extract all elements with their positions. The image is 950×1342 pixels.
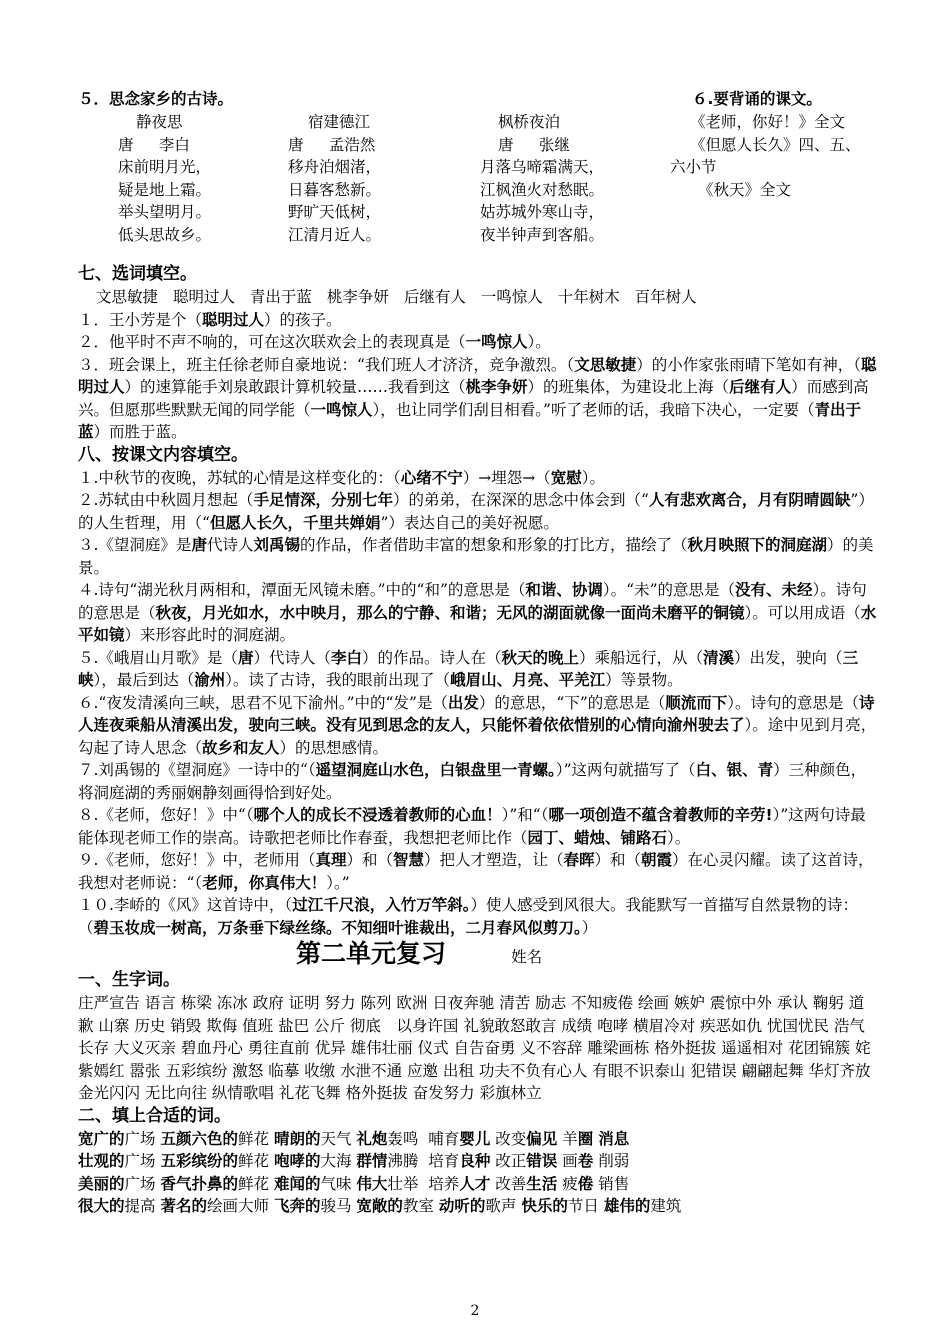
answer: 三峡 (78, 648, 859, 689)
answer: 故乡和友人 (202, 738, 280, 757)
answer: 过江千尺浪，入竹万竿斜。 (292, 896, 471, 914)
question: ５.《峨眉山月歌》是（唐）代诗人（李白）的作品。诗人在（秋天的晚上）乘船远行，从（清溪）出发，驶向（三峡），最后到达（渝州）。读了古诗，我的眼前出现了（峨眉山、月亮、平羌江）等景物。 (78, 648, 859, 689)
question: ３．班会课上，班主任徐老师自豪地说：“我们班人才济济，竞争激烈。（文思敏捷）的小作家张雨晴下笔如有神，（聪明过人）的速算能手刘泉敢跟计算机较量……我看到这（桃李争妍）的班集体，为建设北上海（后继有人）而感到高兴。但愿那些默默无闻的同学能（一鸣惊人），也让同学们刮目相看。”听了老师的话，我暗下决心，一定要（青出于蓝）而胜于蓝。 (78, 355, 877, 441)
poem-line: 疑是地上霜。 (118, 180, 212, 199)
answer: 智慧 (392, 851, 424, 869)
answer: 秋夜，月光如水，水中映月，那么的宁静、和谐；无风的湖面就像一面尚未磨平的铜镜 (155, 603, 745, 622)
word-bank-item: 文思敏捷 (96, 288, 159, 306)
poem-line: 姑苏城外寒山寺， (480, 203, 605, 221)
poem-line: 江枫渔火对愁眠。 (480, 180, 605, 199)
vocab-list: 庄严宣告 语言 栋梁 冻冰 政府 证明 努力 陈列 欧洲 日夜奔驰 清苦 励志 不知疲倦 绘画 嫉妒 震惊中外 承认 鞠躬 道歉 山寨 历史 销毁 欺侮 值班 盐巴 公斤 彻底 以身许国 礼貌敢怒敢言 成绩 咆哮 横眉冷对 疾恶如仇 忧国忧民 浩气长存 大义灭亲 碧血丹心 勇往直前 优异 雄伟壮丽 仪式 自告奋勇 义不容辞 雕梁画栋 格外挺拔 遥遥相对 花团锦簇 姹紫嫣红 嚣张 五彩缤纷 激怒 临摹 收缴 水泄不通 应邀 出租 功夫不负有心人 有眼不识泰山 犯错误 翩翩起舞 华灯齐放 金光闪闪 无比向往 纵情歌唱 礼花飞舞 格外挺拔 奋发努力 彩旗林立 (78, 994, 871, 1102)
answer: 哪一项创造不蕴含着教师的辛劳! (548, 806, 773, 824)
question: ２.苏轼由中秋圆月想起（手足情深，分别七年）的弟弟，在深深的思念中体会到（“人有悲欢离合，月有阴晴圆缺”）的人生哲理，用（“但愿人长久，千里共婵娟”）表达自己的美好祝愿。 (78, 491, 874, 532)
sec2-title: 二、填上合适的词。 (78, 1105, 231, 1126)
answer: 文思敏捷 (574, 355, 637, 374)
question: １０.李峤的《风》这首诗中，（过江千尺浪，入竹万竿斜。）使人感受到风很大。我能默写一首描写自然景物的诗：（碧玉妆成一树高，万条垂下绿丝绦。不知细叶谁裁出，二月春风似剪刀。） (78, 896, 858, 937)
poem-line: 日暮客愁新。 (288, 180, 382, 199)
answer: 人有悲欢离合，月有阴晴圆缺 (648, 491, 851, 509)
question: ８.《老师，您好！》中“（哪个人的成长不浸透着教师的心血！）”和“（哪一项创造不蕴含着教师的辛劳!）”这两句诗最能体现老师工作的崇高。诗歌把老师比作春蚕，我想把老师比作（园丁、蜡烛、铺路石）。 (78, 806, 866, 847)
poem-line: 举头望明月。 (118, 203, 212, 221)
sec5-title: ５．思念家乡的古诗。 (78, 90, 234, 108)
poem-author: 唐 张继 (498, 135, 570, 154)
poem-title: 静夜思 (136, 113, 183, 131)
sec1-title: 一、生字词。 (78, 970, 180, 990)
poem-author: 唐 孟浩然 (288, 135, 376, 154)
fill-row: 美丽的广场 香气扑鼻的鲜花 难闻的气味 伟大壮举 培养人才 改善生活 疲倦 销售 (78, 1174, 630, 1193)
question: ７.刘禹锡的《望洞庭》一诗中的“（遥望洞庭山水色，白银盘里一青螺。）”这两句就描写了（白、银、青）三种颜色，将洞庭湖的秀丽娴静刻画得恰到好处。 (78, 761, 867, 802)
question: ６.“夜发清溪向三峡，思君不见下渝州。”中的“发”是（出发）的意思，“下”的意思是（顺流而下）。诗句的意思是（诗人连夜乘船从清溪出发，驶向三峡。没有见到思念的友人，只能怀着依依惜别的心情向渝州驶去了）。途中见到月亮，勾起了诗人思念（故乡和友人）的思想感情。 (78, 693, 877, 757)
answer: 唐 (191, 536, 207, 554)
answer: 水平如镜 (78, 603, 877, 644)
poem-title: 枫桥夜泊 (498, 113, 561, 131)
recite-item: 六小节 (670, 158, 717, 176)
sec8-title: 八、按课文内容填空。 (78, 444, 248, 465)
poem-line: 月落乌啼霜满天， (480, 158, 605, 176)
answer: 春晖 (563, 851, 595, 869)
fill-row: 宽广的广场 五颜六色的鲜花 晴朗的天气 礼炮轰鸣 哺育婴儿 改变偏见 羊圈 消息 (78, 1129, 630, 1148)
word-bank-item: 百年树人 (634, 288, 697, 306)
poem-line: 夜半钟声到客船。 (480, 225, 605, 244)
answer: 心绪不宁 (400, 468, 463, 487)
answer: 青出于蓝 (78, 400, 861, 441)
poem-line: 移舟泊烟渚， (288, 158, 382, 176)
poem-section-header (78, 88, 878, 111)
answer: 顺流而下 (665, 693, 728, 712)
poem-line: 低头思故乡。 (118, 225, 212, 244)
answer: 哪个人的成长不浸透着教师的心血！ (253, 806, 502, 824)
question: ３.《望洞庭》是唐代诗人刘禹锡的作品，作者借助丰富的想象和形象的打比方，描绘了（秋月映照下的洞庭湖）的美景。 (78, 536, 874, 577)
page-number: 2 (470, 1303, 480, 1319)
word-bank-item: 青出于蓝 (249, 288, 312, 306)
answer: 秋天的晚上 (501, 648, 580, 667)
unit2-title: 第二单元复习 (296, 939, 447, 968)
answer: 聪明过人 (78, 355, 877, 396)
word-bank-item: 十年树木 (557, 288, 620, 306)
poem-2 (288, 111, 381, 246)
sec7-title: 七、选词填空。 (78, 264, 197, 284)
word-bank-item: 聪明过人 (172, 288, 235, 306)
unit2-header (78, 939, 878, 969)
answer: 碧玉妆成一树高，万条垂下绿丝绦。不知细叶谁裁出，二月春风似剪刀。 (93, 918, 582, 937)
answer: 诗人连夜乘船从清溪出发，驶向三峡。没有见到思念的友人，只能怀着依依惜别的心情向渝州驶去了 (78, 693, 875, 734)
poem-line: 床前明月光， (118, 158, 212, 176)
word-bank-item: 桃李争妍 (326, 288, 389, 306)
question: ４.诗句“湖光秋月两相和，潭面无风镜未磨。”中的“和”的意思是（和谐、协调）。“未”的意思是（没有、未经）。诗句的意思是（秋夜，月光如水，水中映月，那么的宁静、和谐；无风的湖面就像一面尚未磨平的铜镜）。可以用成语（水平如镜）来形容此时的洞庭湖。 (78, 581, 877, 644)
answer: 朝霞 (641, 851, 673, 869)
sec6-title: ６.要背诵的课文。 (692, 90, 822, 108)
word-bank-item: 一鸣惊人 (480, 288, 543, 306)
poem-line: 野旷天低树， (288, 203, 382, 221)
answer: 白、银、青 (695, 761, 774, 779)
question: １.中秋节的夜晚，苏轼的心情是这样变化的：（心绪不宁）→埋怨→（宽慰）。 (78, 468, 605, 487)
answer: 清溪 (703, 648, 735, 667)
answer: 渝州 (194, 671, 226, 689)
answer: 没有、未经 (735, 581, 813, 599)
answer: 宽慰 (550, 468, 582, 487)
name-label: 姓名 (511, 948, 543, 966)
answer: 老师，你真伟大！ (202, 873, 327, 892)
poem-block (78, 111, 878, 263)
recite-item: 《但愿人长久》四、五、 (690, 135, 861, 154)
answer: 出发 (447, 693, 479, 712)
fill-row: 很大的提高 著名的绘画大师 飞奔的骏马 宽敞的教室 动听的歌声 快乐的节日 雄伟的建筑 (78, 1197, 682, 1215)
recite-item: 《秋天》全文 (698, 180, 792, 199)
answer: 手足情深，分别七年 (253, 491, 393, 509)
answer: 聪明过人 (202, 310, 265, 329)
word-bank-item: 后继有人 (403, 288, 466, 306)
answer: 真理 (315, 851, 347, 869)
answer: 唐 (237, 648, 254, 667)
poem-3 (480, 111, 604, 246)
answer: 秋月映照下的洞庭湖 (687, 536, 828, 554)
answer: 遥望洞庭山水色，白银盘里一青螺。 (315, 761, 556, 779)
answer: 和谐、协调 (525, 581, 603, 599)
poem-title: 宿建德江 (308, 113, 371, 131)
question: １．王小芳是个（聪明过人）的孩子。 (78, 310, 342, 329)
word-bank (78, 286, 878, 309)
answer: 一鸣惊人 (465, 333, 528, 351)
answer: 后继有人 (729, 378, 792, 396)
recite-list (670, 111, 861, 201)
poem-line: 江清月近人。 (288, 225, 382, 244)
answer: 但愿人长久，千里共婵娟 (209, 513, 381, 532)
recite-item: 《老师，你好！》全文 (690, 113, 846, 131)
answer: 峨眉山、月亮、平羌江 (450, 671, 606, 689)
answer: 桃李争妍 (465, 378, 528, 396)
poem-1 (118, 111, 211, 246)
answer: 园丁、蜡烛、铺路石 (527, 828, 668, 847)
answer: 李白 (330, 648, 362, 667)
poem-author: 唐 李白 (118, 135, 190, 154)
document-page (78, 88, 878, 1218)
fill-row: 壮观的广场 五彩缤纷的鲜花 咆哮的大海 群情沸腾 培育良种 改正错误 画卷 削弱 (78, 1152, 630, 1170)
question: ９.《老师，您好！》中，老师用（真理）和（智慧）把人才塑造，让（春晖）和（朝霞）在心灵闪耀。读了这首诗，我想对老师说：“（老师，你真伟大！）。” (78, 851, 874, 892)
fill-words (78, 1128, 878, 1218)
answer: 一鸣惊人 (310, 400, 373, 419)
question: ２．他平时不声不响的，可在这次联欢会上的表现真是（一鸣惊人）。 (78, 333, 551, 351)
answer: 刘禹锡 (253, 536, 300, 554)
